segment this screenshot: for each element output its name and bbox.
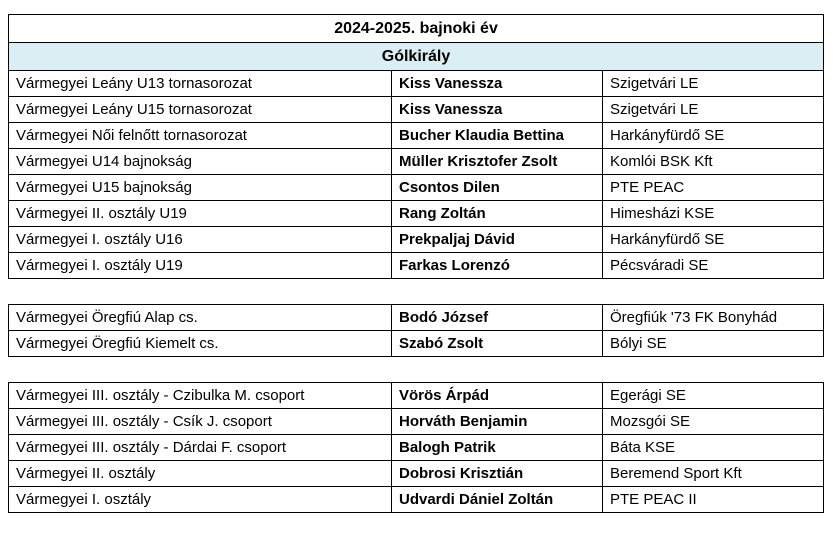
competition-cell: Vármegyei Öregfiú Alap cs. [9, 305, 392, 331]
table-row [9, 487, 824, 513]
club-cell: Egerági SE [603, 383, 824, 409]
competition-cell: Vármegyei III. osztály - Csík J. csoport [9, 409, 392, 435]
club-cell: Himesházi KSE [603, 201, 824, 227]
competition-cell: Vármegyei U14 bajnokság [9, 149, 392, 175]
competition-cell: Vármegyei I. osztály U19 [9, 253, 392, 279]
table-row [9, 461, 824, 487]
spacer-row [9, 357, 824, 383]
competition-cell: Vármegyei II. osztály U19 [9, 201, 392, 227]
season-title: 2024-2025. bajnoki év [9, 15, 824, 43]
player-cell: Prekpaljaj Dávid [392, 227, 603, 253]
table-row [9, 97, 824, 123]
competition-cell: Vármegyei I. osztály [9, 487, 392, 513]
club-cell: Öregfiúk '73 FK Bonyhád [603, 305, 824, 331]
player-cell: Dobrosi Krisztián [392, 461, 603, 487]
competition-cell: Vármegyei Leány U15 tornasorozat [9, 97, 392, 123]
club-cell: Szigetvári LE [603, 97, 824, 123]
player-cell: Balogh Patrik [392, 435, 603, 461]
player-cell: Udvardi Dániel Zoltán [392, 487, 603, 513]
player-cell: Horváth Benjamin [392, 409, 603, 435]
section-title: Gólkirály [9, 43, 824, 71]
club-cell: Mozsgói SE [603, 409, 824, 435]
competition-cell: Vármegyei III. osztály - Czibulka M. csoport [9, 383, 392, 409]
competition-cell: Vármegyei U15 bajnokság [9, 175, 392, 201]
spacer-row [9, 279, 824, 305]
player-cell: Kiss Vanessza [392, 71, 603, 97]
spacer-cell [9, 279, 824, 305]
table-row [9, 149, 824, 175]
competition-cell: Vármegyei III. osztály - Dárdai F. csoport [9, 435, 392, 461]
competition-cell: Vármegyei Leány U13 tornasorozat [9, 71, 392, 97]
competition-cell: Vármegyei Női felnőtt tornasorozat [9, 123, 392, 149]
title-row [9, 15, 824, 43]
competition-cell: Vármegyei I. osztály U16 [9, 227, 392, 253]
table-row [9, 71, 824, 97]
competition-cell: Vármegyei Öregfiú Kiemelt cs. [9, 331, 392, 357]
table-row [9, 305, 824, 331]
table-row [9, 253, 824, 279]
player-cell: Szabó Zsolt [392, 331, 603, 357]
club-cell: Szigetvári LE [603, 71, 824, 97]
table-row [9, 201, 824, 227]
club-cell: Harkányfürdő SE [603, 227, 824, 253]
player-cell: Kiss Vanessza [392, 97, 603, 123]
table-row [9, 435, 824, 461]
club-cell: Harkányfürdő SE [603, 123, 824, 149]
table-row [9, 383, 824, 409]
player-cell: Bodó József [392, 305, 603, 331]
table-row [9, 409, 824, 435]
player-cell: Vörös Árpád [392, 383, 603, 409]
club-cell: Báta KSE [603, 435, 824, 461]
player-cell: Farkas Lorenzó [392, 253, 603, 279]
club-cell: PTE PEAC II [603, 487, 824, 513]
table-row [9, 175, 824, 201]
player-cell: Rang Zoltán [392, 201, 603, 227]
club-cell: Pécsváradi SE [603, 253, 824, 279]
table-row [9, 331, 824, 357]
club-cell: Bólyi SE [603, 331, 824, 357]
subtitle-row [9, 43, 824, 71]
club-cell: Komlói BSK Kft [603, 149, 824, 175]
player-cell: Müller Krisztofer Zsolt [392, 149, 603, 175]
top-scorers-table [8, 14, 824, 513]
competition-cell: Vármegyei II. osztály [9, 461, 392, 487]
spreadsheet [8, 14, 823, 513]
club-cell: Beremend Sport Kft [603, 461, 824, 487]
table-row [9, 123, 824, 149]
table-row [9, 227, 824, 253]
player-cell: Bucher Klaudia Bettina [392, 123, 603, 149]
player-cell: Csontos Dilen [392, 175, 603, 201]
spacer-cell [9, 357, 824, 383]
club-cell: PTE PEAC [603, 175, 824, 201]
